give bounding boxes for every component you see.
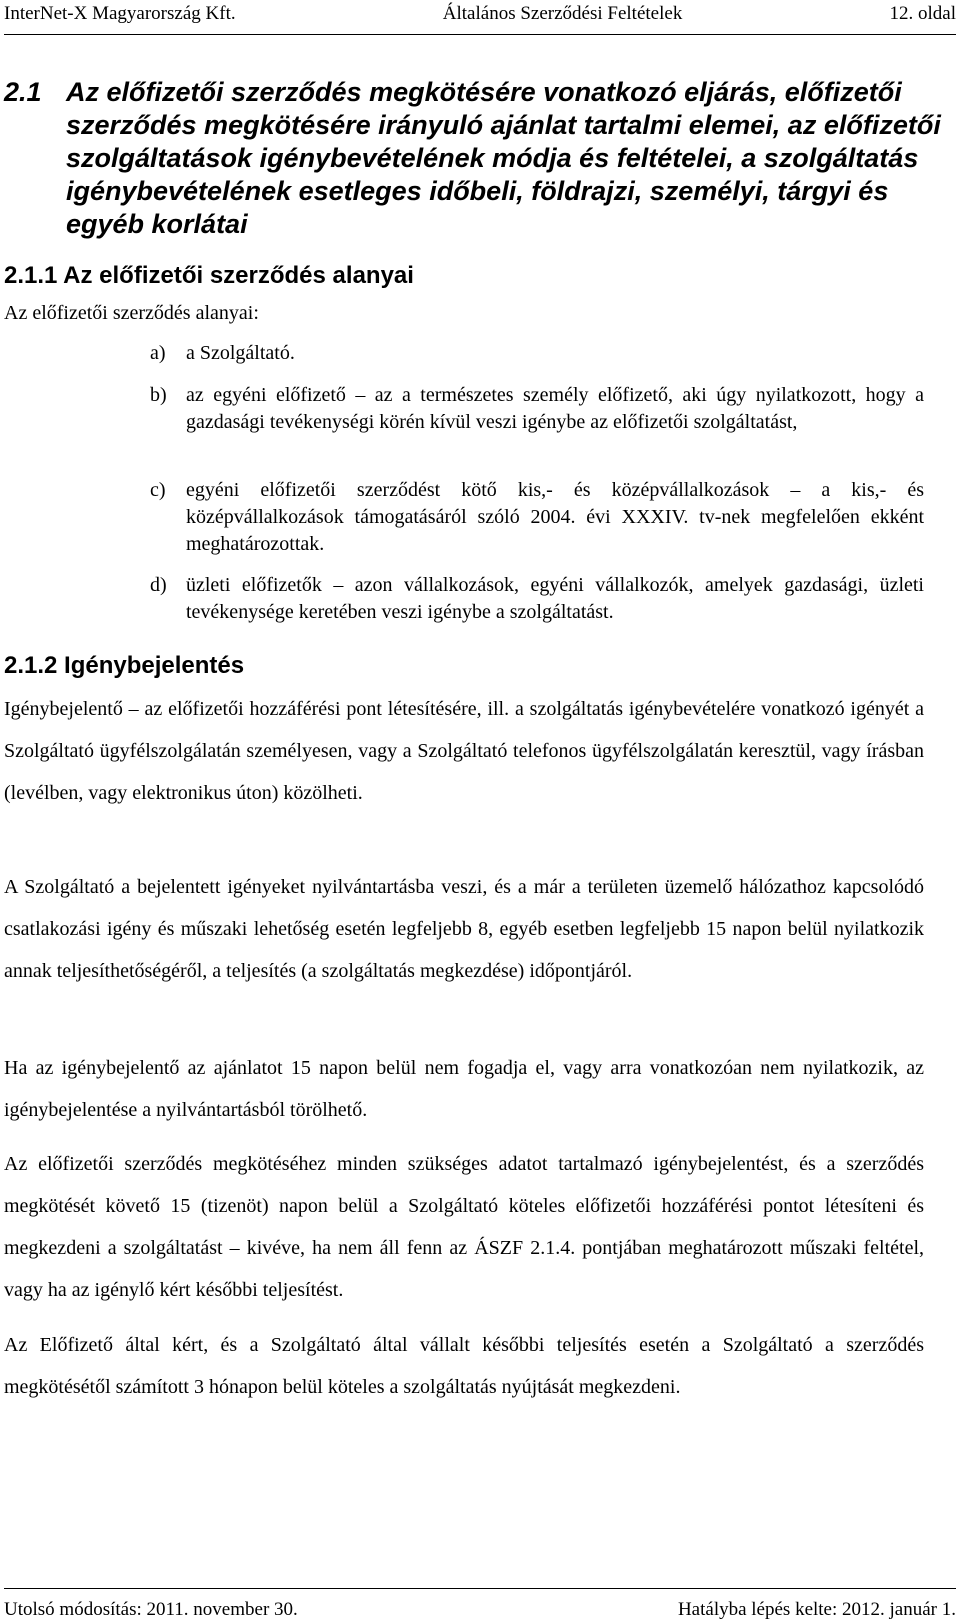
page-header: [4, 2, 956, 35]
header-title: Általános Szerződési Feltételek: [442, 3, 683, 24]
list-marker: a): [150, 342, 166, 364]
list-marker: d): [150, 574, 167, 596]
section-heading: [4, 76, 954, 241]
paragraph: A Szolgáltató a bejelentett igényeket nyilvántartásba veszi, és a már a területen üzemelő hálózathoz kapcsolódó csatlakozási igény és műszaki lehetőség esetén legfeljebb 8, egyéb esetben legfeljebb 15 napon belül nyilatkozik annak teljesíthetőségéről, a teljesítés (a szolgáltatás megkezdése) időpontjáról.: [4, 876, 924, 982]
paragraph: Az előfizetői szerződés megkötéséhez minden szükséges adatot tartalmazó igénybejelentést, és a szerződés megkötését követő 15 (tizenöt) napon belül a Szolgáltató köteles előfizetői hozzáférési pontot létesíteni és megkezdeni a szolgáltatást – kivéve, ha nem áll fenn az ÁSZF 2.1.4. pontjában meghatározott műszaki feltétel, vagy ha az igénylő kért későbbi teljesítést.: [4, 1153, 924, 1301]
list-item-b: [150, 382, 924, 436]
page-footer: [4, 1588, 956, 1621]
footer-modified: Utolsó módosítás: 2011. november 30.: [4, 1599, 298, 1620]
paragraph: Ha az igénybejelentő az ajánlatot 15 napon belül nem fogadja el, vagy arra vonatkozóan nem nyilatkozik, az igénybejelentése a nyilvántartásból törölhető.: [4, 1057, 924, 1121]
paragraph: Igénybejelentő – az előfizetői hozzáférési pont létesítésére, ill. a szolgáltatás igénybevételére vonatkozó igényét a Szolgáltató ügyfélszolgálatán személyesen, vagy a Szolgáltató telefonos ügyfélszolgálatán keresztül, vagy írásban (levélben, vagy elektronikus úton) közölheti.: [4, 698, 924, 804]
list-item-text: üzleti előfizetők – azon vállalkozások, egyéni vállalkozók, amelyek gazdasági, üzleti tevékenysége keretében veszi igénybe a szolgáltatást.: [186, 574, 924, 623]
header-page-number: 12. oldal: [889, 3, 956, 24]
list-marker: b): [150, 384, 167, 406]
subsection-heading-2-1-2: 2.1.2 Igénybejelentés: [4, 652, 245, 679]
list-item-text: a Szolgáltató.: [186, 342, 295, 364]
list-item-d: [150, 572, 924, 626]
list-item-text: egyéni előfizetői szerződést kötő kis,- és középvállalkozások – a kis,- és középvállalkozások támogatásáról szóló 2004. évi XXXIV. tv-nek megfelelően ekként meghatározottak.: [186, 479, 924, 555]
subsection-heading-2-1-1: 2.1.1 Az előfizetői szerződés alanyai: [4, 262, 414, 289]
list-item-a: [150, 340, 924, 367]
list-item-text: az egyéni előfizető – az a természetes személy előfizető, aki úgy nyilatkozott, hogy a gazdasági tevékenységi körén kívül veszi igénybe az előfizetői szolgáltatást,: [186, 384, 924, 433]
header-company: InterNet-X Magyarország Kft.: [4, 3, 236, 24]
section-title: Az előfizetői szerződés megkötésére vonatkozó eljárás, előfizetői szerződés megkötésére irányuló ajánlat tartalmi elemei, az előfizetői szolgáltatások igénybevételének módja és feltételei, a szolgáltatás igénybevételének esetleges időbeli, földrajzi, személyi, tárgyi és egyéb korlátai: [66, 77, 941, 239]
list-marker: c): [150, 479, 166, 501]
paragraph: Az Előfizető által kért, és a Szolgáltató által vállalt későbbi teljesítés esetén a Szolgáltató a szerződés megkötésétől számított 3 hónapon belül köteles a szolgáltatás nyújtását megkezdeni.: [4, 1334, 924, 1398]
subsection-intro: Az előfizetői szerződés alanyai:: [4, 302, 259, 324]
list-item-c: [150, 477, 924, 558]
section-number: 2.1: [4, 77, 42, 107]
footer-effective: Hatályba lépés kelte: 2012. január 1.: [677, 1599, 956, 1620]
